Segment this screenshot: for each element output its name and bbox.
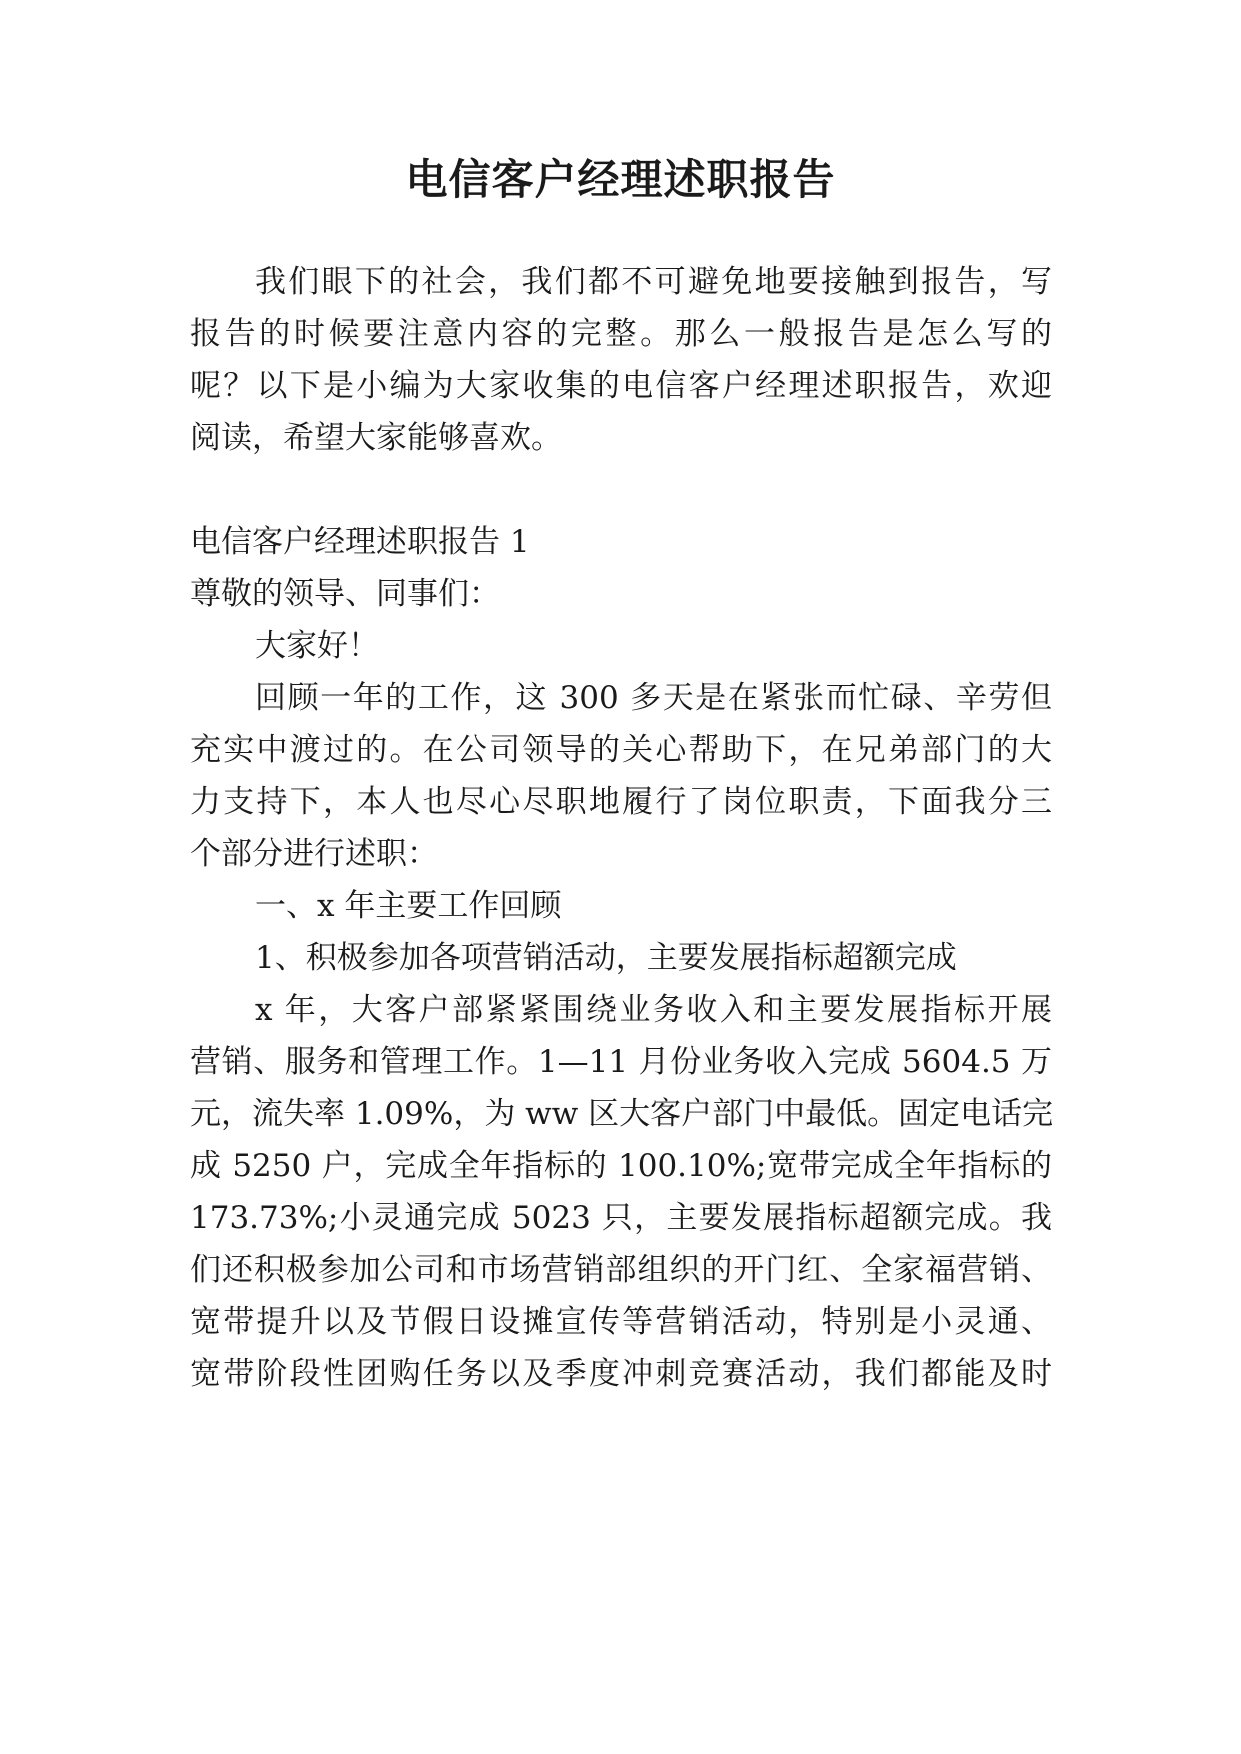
text-line: 阅读，希望大家能够喜欢。: [190, 420, 562, 456]
text-line: 元，流失率 1.09%，为 ww 区大客户部门中最低。固定电话完: [190, 1096, 1054, 1132]
greeting: 大家好！: [255, 628, 379, 664]
subheading: 1、积极参加各项营销活动，主要发展指标超额完成: [255, 940, 957, 976]
text-line: x 年，大客户部紧紧围绕业务收入和主要发展指标开展: [255, 992, 1052, 1028]
text-line: 报告的时候要注意内容的完整。那么一般报告是怎么写的: [190, 316, 1052, 352]
subheading: 一、x 年主要工作回顾: [255, 888, 562, 924]
text-line: 们还积极参加公司和市场营销部组织的开门红、全家福营销、: [190, 1252, 1052, 1288]
text-line: 个部分进行述职：: [190, 836, 438, 872]
text-line: 我们眼下的社会，我们都不可避免地要接触到报告，写: [255, 264, 1052, 300]
text-line: 力支持下，本人也尽心尽职地履行了岗位职责，下面我分三: [190, 784, 1052, 820]
text-line: 充实中渡过的。在公司领导的关心帮助下，在兄弟部门的大: [190, 732, 1052, 768]
section-heading: 电信客户经理述职报告 1: [190, 524, 530, 560]
text-line: 呢？以下是小编为大家收集的电信客户经理述职报告，欢迎: [190, 368, 1052, 404]
document-title: 电信客户经理述职报告: [405, 155, 836, 204]
text-line: 回顾一年的工作，这 300 多天是在紧张而忙碌、辛劳但: [255, 680, 1052, 716]
text-line: 宽带提升以及节假日设摊宣传等营销活动，特别是小灵通、: [190, 1304, 1052, 1340]
text-line: 173.73%;小灵通完成 5023 只，主要发展指标超额完成。我: [190, 1200, 1052, 1236]
text-line: 成 5250 户，完成全年指标的 100.10%;宽带完成全年指标的: [190, 1148, 1052, 1184]
salutation: 尊敬的领导、同事们：: [190, 576, 500, 612]
text-line: 宽带阶段性团购任务以及季度冲刺竞赛活动，我们都能及时: [190, 1356, 1052, 1392]
text-line: 营销、服务和管理工作。1—11 月份业务收入完成 5604.5 万: [190, 1044, 1052, 1080]
